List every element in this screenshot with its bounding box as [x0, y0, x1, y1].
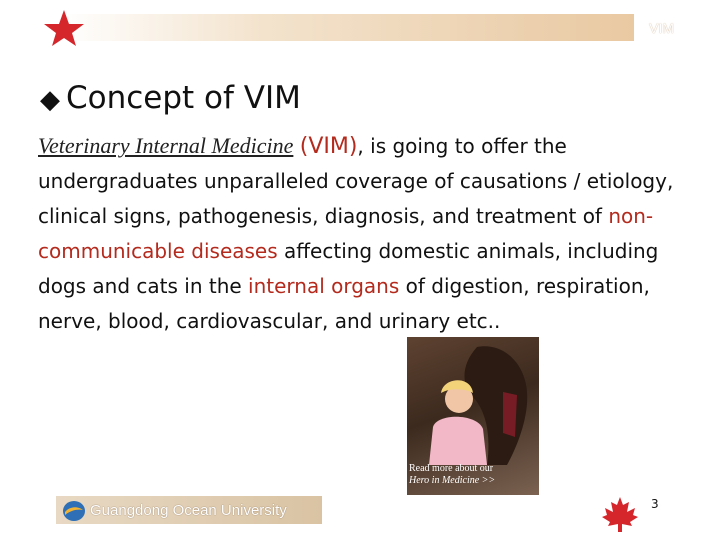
term-italic: Veterinary Internal Medicine — [38, 133, 294, 158]
paragraph-text-1: , is going to offer the undergraduates unparalleled coverage of causations / etiology, clinical signs, pathogenesis, diagnosis, and treatment of — [38, 134, 674, 228]
university-logo-icon — [62, 500, 86, 522]
slide-heading: ◆ Concept of VIM — [40, 80, 301, 116]
highlight-organs: internal organs — [248, 274, 400, 298]
term-abbreviation: (VIM) — [299, 134, 358, 159]
bullet-icon: ◆ — [40, 85, 60, 115]
paragraph-text-3: of digestion, respiration, nerve, blood, cardiovascular, and urinary etc.. — [38, 274, 650, 333]
slide-paragraph — [38, 128, 688, 339]
photo-caption[interactable]: Read more about our Hero in Medicine >> — [409, 463, 496, 486]
maple-leaf-icon — [600, 495, 640, 533]
header-bar — [60, 14, 634, 41]
page-number: 3 — [651, 497, 659, 511]
footer-university: Guangdong Ocean University — [90, 502, 287, 519]
paragraph-text-2: affecting domestic animals, including dogs and cats in the — [38, 239, 659, 298]
highlight-diseases: non-communicable diseases — [38, 204, 654, 263]
star-icon — [42, 8, 86, 48]
header-title: VIM — [649, 20, 674, 36]
